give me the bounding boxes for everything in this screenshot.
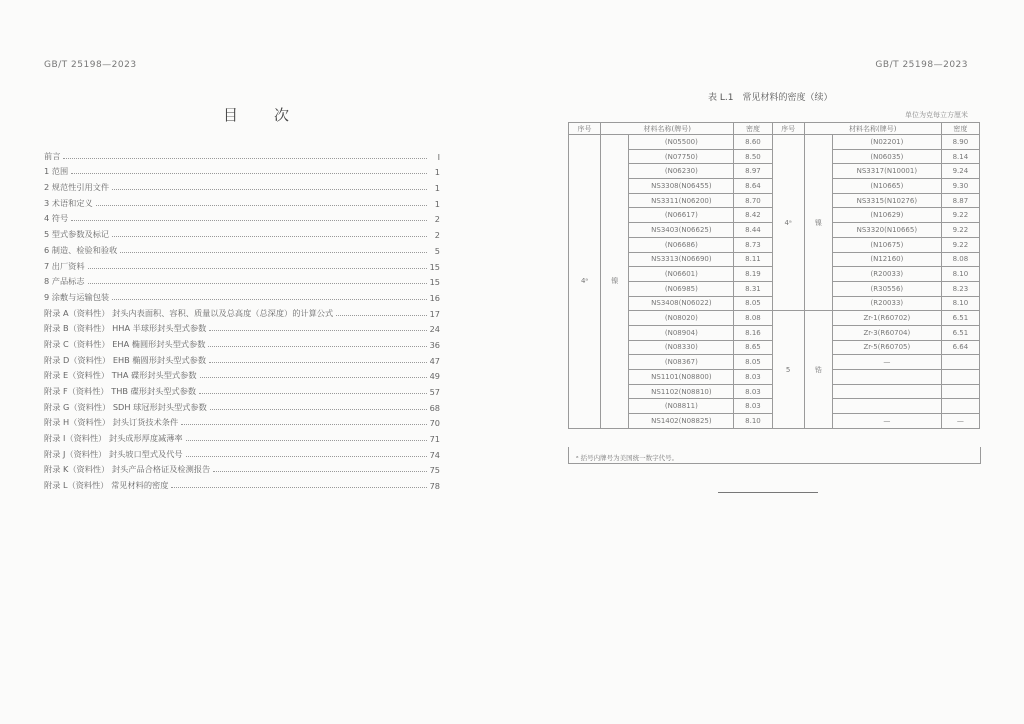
density-cell: 6.51 — [941, 311, 979, 326]
column-header: 密度 — [734, 123, 772, 135]
column-header: 材料名称(牌号) — [601, 123, 734, 135]
density-cell: 8.10 — [941, 267, 979, 282]
density-cell: 8.87 — [941, 193, 979, 208]
toc-entry[interactable] — [44, 272, 440, 288]
toc-entry[interactable] — [44, 366, 440, 382]
toc-entry-page: 78 — [429, 481, 440, 492]
material-name-cell: (N07750) — [629, 149, 734, 164]
density-cell: 8.10 — [941, 296, 979, 311]
toc-entry[interactable] — [44, 240, 440, 256]
density-cell — [941, 399, 979, 414]
toc-entry[interactable] — [44, 162, 440, 178]
toc-leader-dots — [213, 471, 426, 472]
toc-entry[interactable] — [44, 146, 440, 162]
density-cell: 6.64 — [941, 340, 979, 355]
toc-entry-page: 15 — [429, 261, 440, 272]
toc-entry-label: 附录 E（资料性） THA 碟形封头型式参数 — [44, 370, 197, 381]
toc-leader-dots — [112, 236, 427, 237]
density-cell — [941, 370, 979, 385]
density-cell: 6.51 — [941, 325, 979, 340]
unit-note: 单位为克每立方厘米 — [905, 111, 968, 119]
group-class-cell: 镍 — [804, 135, 832, 311]
density-cell: 8.64 — [734, 179, 772, 194]
toc-leader-dots — [181, 424, 426, 425]
group-class-cell: 锆 — [804, 311, 832, 429]
toc-entry-page: 57 — [429, 387, 440, 397]
toc-entry[interactable] — [44, 397, 440, 413]
toc-entry-label: 7 出厂资料 — [44, 260, 85, 271]
material-name-cell: NS1101(N08800) — [629, 370, 734, 385]
material-name-cell: NS3313(N06690) — [629, 252, 734, 267]
density-cell — [941, 384, 979, 399]
material-name-cell: — — [832, 355, 941, 370]
toc-entry-label: 前言 — [44, 150, 61, 161]
material-name-cell: (N06617) — [629, 208, 734, 223]
group-seq-cell: 5 — [772, 311, 804, 429]
column-header: 密度 — [941, 123, 979, 135]
material-name-cell: NS3317(N10001) — [832, 164, 941, 179]
density-cell: 9.30 — [941, 179, 979, 194]
toc-entry[interactable] — [44, 444, 440, 460]
material-name-cell: — — [832, 414, 941, 429]
toc-entry-label: 6 制造、检验和验收 — [44, 244, 118, 255]
toc-entry-page: 49 — [429, 371, 440, 382]
material-name-cell: NS1102(N08810) — [629, 384, 734, 399]
toc-entry-page: 70 — [429, 418, 440, 429]
toc-entry[interactable] — [44, 319, 440, 335]
density-cell: 8.19 — [734, 267, 772, 282]
toc-entry-label: 5 型式参数及标记 — [44, 229, 110, 240]
toc-entry[interactable] — [44, 381, 440, 397]
toc-entry-label: 附录 K（资料性） 封头产品合格证及检测报告 — [44, 464, 211, 475]
toc-leader-dots — [63, 158, 427, 159]
group-seq-cell: 4ᵃ — [772, 135, 804, 311]
material-name-cell: (N10665) — [832, 179, 941, 194]
density-cell: 8.42 — [734, 208, 772, 223]
material-name-cell: (N06985) — [629, 281, 734, 296]
toc-leader-dots — [96, 205, 427, 206]
group-seq-cell: 4ᵃ — [569, 135, 601, 429]
toc-entry-page: 47 — [429, 355, 440, 366]
density-cell: 8.50 — [734, 149, 772, 164]
toc-entry-label: 9 涂敷与运输包装 — [44, 291, 110, 302]
material-name-cell: (N08904) — [629, 325, 734, 340]
density-cell: 9.22 — [941, 223, 979, 238]
density-cell: 8.73 — [734, 237, 772, 252]
material-name-cell: Zr-3(R60704) — [832, 325, 941, 340]
toc-entry[interactable] — [44, 303, 440, 319]
toc-entry-page: 16 — [429, 292, 440, 303]
density-cell — [941, 355, 979, 370]
toc-leader-dots — [112, 189, 427, 190]
toc-leader-dots — [208, 346, 426, 347]
table-of-contents — [44, 146, 440, 491]
toc-leader-dots — [88, 283, 427, 284]
toc-entry-label: 附录 G（资料性） SDH 球冠形封头型式参数 — [44, 401, 207, 412]
material-name-cell: (R30556) — [832, 281, 941, 296]
group-class-cell: 镍 — [601, 135, 629, 429]
toc-entry-page: 2 — [434, 230, 440, 241]
toc-leader-dots — [336, 315, 426, 316]
toc-entry[interactable] — [44, 209, 440, 225]
toc-entry-page: 71 — [429, 434, 440, 445]
column-header: 序号 — [569, 123, 601, 135]
density-cell: 8.03 — [734, 399, 772, 414]
material-name-cell: (N06035) — [832, 149, 941, 164]
toc-entry[interactable] — [44, 460, 440, 476]
density-cell: 9.24 — [941, 164, 979, 179]
material-name-cell: (N08020) — [629, 311, 734, 326]
material-name-cell: NS1402(N08825) — [629, 414, 734, 429]
density-cell: 8.03 — [734, 370, 772, 385]
toc-leader-dots — [199, 393, 426, 394]
toc-entry-page: I — [437, 151, 440, 162]
material-name-cell: NS3408(N06022) — [629, 296, 734, 311]
toc-leader-dots — [209, 330, 426, 331]
toc-leader-dots — [71, 220, 427, 221]
toc-entry-page: 75 — [429, 465, 440, 476]
end-line — [718, 492, 818, 493]
table-row — [569, 311, 980, 326]
toc-entry-label: 附录 A（资料性） 封头内表面积、容积、质量以及总高度（总深度）的计算公式 — [44, 307, 334, 318]
left-page-header: GB/T 25198—2023 — [44, 60, 137, 70]
density-cell: 8.70 — [734, 193, 772, 208]
column-header: 材料名称(牌号) — [804, 123, 941, 135]
toc-entry[interactable] — [44, 334, 440, 350]
toc-entry[interactable] — [44, 177, 440, 193]
toc-entry[interactable] — [44, 350, 440, 366]
toc-entry-label: 附录 B（资料性） HHA 半球形封头型式参数 — [44, 323, 207, 334]
table-footnote: ᵃ 括号内牌号为美国统一数字代号。 — [576, 454, 679, 462]
material-name-cell: (N06686) — [629, 237, 734, 252]
density-cell: 8.31 — [734, 281, 772, 296]
material-name-cell: (N10629) — [832, 208, 941, 223]
toc-entry-page: 5 — [434, 245, 440, 256]
toc-leader-dots — [186, 440, 427, 441]
material-name-cell: (N02201) — [832, 135, 941, 150]
toc-entry-page: 1 — [434, 198, 440, 209]
toc-entry-label: 8 产品标志 — [44, 276, 85, 287]
density-cell: 9.22 — [941, 208, 979, 223]
toc-entry[interactable] — [44, 224, 440, 240]
toc-leader-dots — [71, 173, 427, 174]
right-page-header: GB/T 25198—2023 — [875, 60, 968, 70]
density-cell: 8.08 — [941, 252, 979, 267]
density-cell: 8.10 — [734, 414, 772, 429]
material-name-cell: NS3315(N10276) — [832, 193, 941, 208]
material-name-cell: (N10675) — [832, 237, 941, 252]
toc-entry[interactable] — [44, 413, 440, 429]
toc-entry-label: 附录 J（资料性） 封头坡口型式及代号 — [44, 448, 183, 459]
density-cell: 8.65 — [734, 340, 772, 355]
material-name-cell: NS3308(N06455) — [629, 179, 734, 194]
toc-entry-page: 15 — [429, 277, 440, 288]
toc-entry-label: 附录 D（资料性） EHB 椭圆形封头型式参数 — [44, 354, 207, 365]
toc-leader-dots — [200, 377, 427, 378]
toc-entry-page: 2 — [434, 214, 440, 225]
toc-entry[interactable] — [44, 475, 440, 491]
material-name-cell: (N08330) — [629, 340, 734, 355]
material-name-cell: NS3403(N06625) — [629, 223, 734, 238]
density-cell: 9.22 — [941, 237, 979, 252]
material-name-cell — [832, 399, 941, 414]
density-cell: 8.14 — [941, 149, 979, 164]
toc-entry-label: 2 规范性引用文件 — [44, 182, 110, 193]
table-body — [569, 135, 980, 429]
toc-leader-dots — [120, 252, 427, 253]
density-cell: 8.23 — [941, 281, 979, 296]
toc-entry-label: 附录 L（资料性） 常见材料的密度 — [44, 480, 169, 491]
toc-entry-page: 1 — [434, 183, 440, 194]
toc-entry-page: 68 — [429, 402, 440, 413]
density-cell: 8.05 — [734, 296, 772, 311]
density-cell: 8.05 — [734, 355, 772, 370]
toc-entry-label: 3 术语和定义 — [44, 197, 93, 208]
toc-entry-label: 1 范围 — [44, 166, 69, 177]
material-name-cell: (N06230) — [629, 164, 734, 179]
density-cell: — — [941, 414, 979, 429]
table-header-row — [569, 123, 980, 135]
toc-entry-label: 4 符号 — [44, 213, 69, 224]
density-cell: 8.16 — [734, 325, 772, 340]
toc-entry[interactable] — [44, 428, 440, 444]
toc-leader-dots — [210, 409, 427, 410]
density-cell: 8.97 — [734, 164, 772, 179]
density-table — [568, 122, 980, 429]
toc-leader-dots — [186, 456, 427, 457]
toc-entry[interactable] — [44, 193, 440, 209]
toc-leader-dots — [171, 487, 426, 488]
material-name-cell: (N12160) — [832, 252, 941, 267]
material-name-cell: (N08367) — [629, 355, 734, 370]
toc-entry-label: 附录 C（资料性） EHA 椭圆形封头型式参数 — [44, 338, 206, 349]
material-name-cell: (R20033) — [832, 267, 941, 282]
material-name-cell: (N05500) — [629, 135, 734, 150]
toc-leader-dots — [209, 362, 427, 363]
material-name-cell — [832, 370, 941, 385]
toc-entry-label: 附录 H（资料性） 封头订货技术条件 — [44, 417, 179, 428]
table-row — [569, 135, 980, 150]
toc-entry[interactable] — [44, 287, 440, 303]
density-cell: 8.11 — [734, 252, 772, 267]
table-title: 表 L.1 常见材料的密度（续） — [708, 93, 833, 103]
toc-entry[interactable] — [44, 256, 440, 272]
toc-entry-label: 附录 F（资料性） THB 碟形封头型式参数 — [44, 386, 197, 396]
right-page — [512, 0, 1024, 724]
toc-entry-page: 17 — [429, 308, 440, 319]
material-name-cell: (N06601) — [629, 267, 734, 282]
material-name-cell: NS3320(N10665) — [832, 223, 941, 238]
material-name-cell: NS3311(N06200) — [629, 193, 734, 208]
density-cell: 8.03 — [734, 384, 772, 399]
toc-leader-dots — [112, 299, 426, 300]
toc-entry-label: 附录 I（资料性） 封头成形厚度减薄率 — [44, 433, 183, 444]
material-name-cell: Zr-1(R60702) — [832, 311, 941, 326]
toc-entry-page: 36 — [429, 339, 440, 350]
density-cell: 8.44 — [734, 223, 772, 238]
toc-entry-page: 1 — [434, 167, 440, 178]
density-cell: 8.90 — [941, 135, 979, 150]
material-name-cell — [832, 384, 941, 399]
material-name-cell: (R20033) — [832, 296, 941, 311]
material-name-cell: (N08811) — [629, 399, 734, 414]
density-cell: 8.60 — [734, 135, 772, 150]
toc-leader-dots — [88, 268, 427, 269]
toc-entry-page: 24 — [429, 324, 440, 335]
material-name-cell: Zr-5(R60705) — [832, 340, 941, 355]
toc-title: 目次 — [222, 106, 325, 124]
density-cell: 8.08 — [734, 311, 772, 326]
toc-entry-page: 74 — [429, 449, 440, 460]
column-header: 序号 — [772, 123, 804, 135]
